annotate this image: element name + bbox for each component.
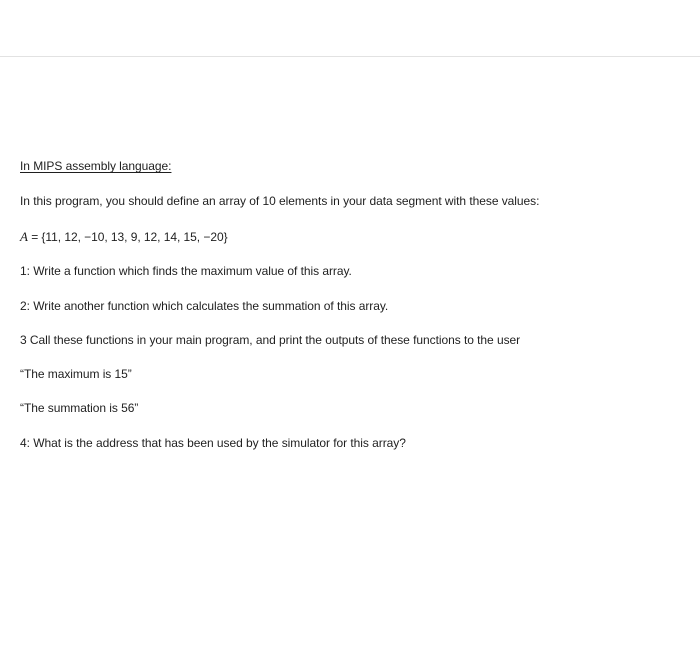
step-2: 2: Write another function which calculates the summation of this array. [20,299,389,313]
array-formula [20,229,228,245]
top-divider [0,56,700,57]
step-3: 3 Call these functions in your main program, and print the outputs of these functions to the user [20,333,521,347]
array-variable: A [20,229,28,244]
array-values: = {11, 12, −10, 13, 9, 12, 14, 15, −20} [27,230,228,244]
step-1: 1: Write a function which finds the maximum value of this array. [20,264,352,278]
step-4-question: 4: What is the address that has been used by the simulator for this array? [20,436,406,450]
output-maximum: “The maximum is 15” [20,367,132,381]
output-summation: “The summation is 56” [20,401,139,415]
intro-paragraph: In this program, you should define an array of 10 elements in your data segment with these values: [20,194,540,208]
document-heading: In MIPS assembly language: [20,159,172,173]
